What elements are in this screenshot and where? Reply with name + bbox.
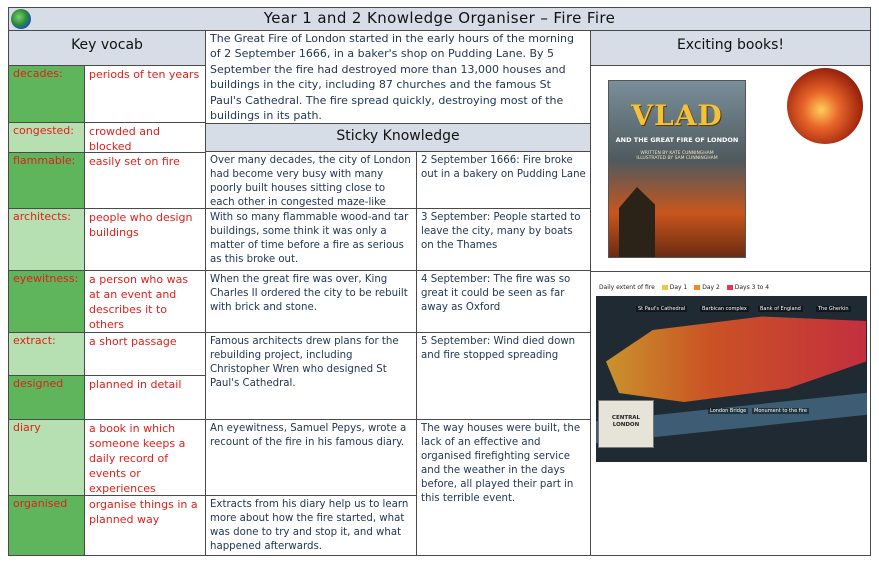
vocab-term: organised bbox=[13, 497, 68, 510]
vocab-def-cell bbox=[84, 270, 206, 333]
vocab-term: diary bbox=[13, 421, 41, 434]
legend-day3-4: Days 3 to 4 bbox=[734, 284, 770, 291]
vocab-def: a person who was at an event and describes it to others bbox=[89, 273, 189, 331]
legend-swatch-day3-4 bbox=[727, 285, 733, 290]
map-label: Bank of England bbox=[760, 306, 801, 312]
timeline-cell bbox=[416, 208, 591, 271]
vocab-def: a book in which someone keeps a daily record of events or experiences bbox=[89, 422, 186, 495]
timeline-cell bbox=[416, 332, 591, 420]
timeline-entry: 2 September 1666: Fire broke out in a bakery on Pudding Lane bbox=[421, 155, 586, 180]
sticky-fact-cell bbox=[205, 332, 417, 420]
book-title: VLAD bbox=[631, 99, 723, 132]
book-illustrator: ILLUSTRATED BY SAM CUNNINGHAM bbox=[636, 156, 718, 161]
timeline-entry: 3 September: People started to leave the city, many by boats on the Thames bbox=[421, 212, 581, 251]
timeline-entry: 5 September: Wind died down and fire stopped spreading bbox=[421, 336, 576, 361]
vocab-term-cell bbox=[8, 332, 85, 376]
map-label: St Paul's Cathedral bbox=[638, 306, 686, 312]
vocab-def-cell bbox=[84, 208, 206, 271]
vocab-def: periods of ten years bbox=[89, 68, 200, 81]
books-header-label: Exciting books! bbox=[676, 37, 785, 53]
sticky-fact-cell bbox=[205, 495, 417, 556]
sticky-fact: Over many decades, the city of London had become very busy with many poorly built houses sitting close to each other in congested maze-like bbox=[210, 155, 411, 208]
fire-extent-map bbox=[596, 282, 867, 462]
timeline-cell bbox=[416, 270, 591, 333]
title-bar bbox=[8, 7, 871, 31]
legend-day1: Day 1 bbox=[669, 284, 688, 291]
fire-painting-image bbox=[787, 68, 863, 144]
vocab-def-cell bbox=[84, 419, 206, 496]
vocab-term: decades: bbox=[13, 67, 63, 80]
map-label: London Bridge bbox=[710, 408, 747, 414]
vocab-term-cell bbox=[8, 208, 85, 271]
vocab-term-cell bbox=[8, 375, 85, 420]
legend-swatch-day1 bbox=[662, 285, 668, 290]
sticky-header bbox=[205, 123, 591, 152]
sticky-fact: Famous architects drew plans for the rebuilding project, including Christopher Wren who designed St Paul's Cathedral. bbox=[210, 336, 399, 389]
sticky-fact: Extracts from his diary help us to learn more about how the fire started, what was done to try and stop it, and what happened afterwards. bbox=[210, 499, 409, 552]
books-header bbox=[590, 30, 871, 66]
vlad-book-cover bbox=[608, 80, 746, 258]
map-legend bbox=[599, 284, 769, 291]
vocab-def-cell bbox=[84, 375, 206, 420]
vocab-term: designed bbox=[13, 377, 64, 390]
sticky-fact: When the great fire was over, King Charles II ordered the city to be rebuilt with brick and stone. bbox=[210, 274, 408, 313]
central-london-inset bbox=[598, 400, 654, 448]
burned-area bbox=[606, 312, 866, 402]
map-label: Barbican complex bbox=[702, 306, 747, 312]
vocab-term-cell bbox=[8, 65, 85, 123]
vocab-def: a short passage bbox=[89, 335, 177, 348]
legend-swatch-day2 bbox=[694, 285, 700, 290]
timeline-cell bbox=[416, 151, 591, 209]
vocab-term: flammable: bbox=[13, 154, 76, 167]
vocab-header bbox=[8, 30, 206, 66]
timeline-cell bbox=[416, 419, 591, 556]
vocab-def: crowded and blocked bbox=[89, 125, 160, 153]
vocab-term: architects: bbox=[13, 210, 71, 223]
vocab-def-cell bbox=[84, 152, 206, 209]
sticky-fact: With so many flammable wood-and tar buildings, some think it was only a matter of time before a fire as serious as this broke out. bbox=[210, 212, 409, 265]
vocab-def: organise things in a planned way bbox=[89, 498, 198, 526]
book-subtitle: AND THE GREAT FIRE OF LONDON bbox=[615, 136, 739, 144]
sticky-fact: An eyewitness, Samuel Pepys, wrote a recount of the fire in his famous diary. bbox=[210, 423, 407, 448]
vocab-def: easily set on fire bbox=[89, 155, 180, 168]
intro-box bbox=[205, 30, 591, 124]
legend-title: Daily extent of fire bbox=[599, 284, 655, 291]
vocab-term-cell bbox=[8, 419, 85, 496]
book-author: WRITTEN BY KATE CUNNINGHAM bbox=[640, 151, 714, 156]
sticky-fact-cell bbox=[205, 419, 417, 496]
vocab-term-cell bbox=[8, 122, 85, 153]
timeline-entry: The way houses were built, the lack of an effective and organised firefighting service and the weather in the days before, all played their part in this terrible event. bbox=[421, 423, 581, 504]
inset-label: CENTRAL LONDON bbox=[611, 415, 641, 428]
vocab-term: eyewitness: bbox=[13, 272, 79, 285]
vocab-header-label: Key vocab bbox=[71, 37, 143, 53]
vocab-def: planned in detail bbox=[89, 378, 182, 391]
vocab-def-cell bbox=[84, 495, 206, 556]
vocab-term-cell bbox=[8, 270, 85, 333]
timeline-entry: 4 September: The fire was so great it could be seen as far away as Oxford bbox=[421, 274, 571, 313]
page-title: Year 1 and 2 Knowledge Organiser – Fire Fire bbox=[263, 9, 616, 27]
vocab-def-cell bbox=[84, 332, 206, 376]
vocab-def-cell bbox=[84, 65, 206, 123]
sticky-fact-cell bbox=[205, 151, 417, 209]
map-legend-bar bbox=[596, 282, 867, 296]
map-label: The Gherkin bbox=[818, 306, 849, 312]
vocab-term: extract: bbox=[13, 334, 56, 347]
vocab-term: congested: bbox=[13, 124, 74, 137]
vocab-def-cell bbox=[84, 122, 206, 153]
globe-logo-icon bbox=[11, 9, 31, 29]
vocab-def: people who design buildings bbox=[89, 211, 193, 239]
sticky-header-label: Sticky Knowledge bbox=[336, 128, 460, 144]
vocab-term-cell bbox=[8, 152, 85, 209]
sticky-fact-cell bbox=[205, 208, 417, 271]
intro-text: The Great Fire of London started in the early hours of the morning of 2 September 1666, in a baker's shop on Pudding Lane. By 5 September the fire had destroyed more than 13,000 houses and buildings in the city, including 87 churches and the famous St Paul's Cathedral. The fire spread quickly, destroying most of the buildings in its path. bbox=[210, 32, 574, 123]
map-label: Monument to the fire bbox=[754, 408, 807, 414]
burning-building-illustration bbox=[619, 187, 679, 257]
book-credit bbox=[609, 151, 745, 161]
vocab-term-cell bbox=[8, 495, 85, 556]
legend-day2: Day 2 bbox=[702, 284, 720, 291]
sticky-fact-cell bbox=[205, 270, 417, 333]
